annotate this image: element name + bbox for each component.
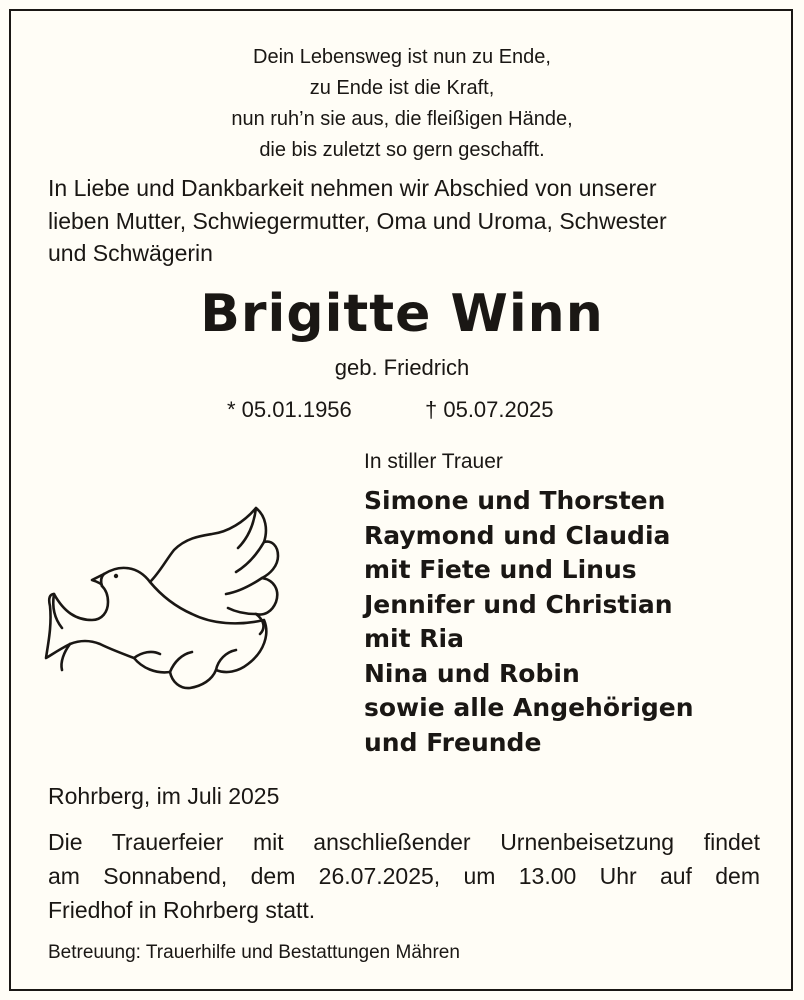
ceremony-info xyxy=(48,825,760,927)
death-date: † 05.07.2025 xyxy=(425,397,554,422)
poem-line: die bis zuletzt so gern geschafft. xyxy=(259,139,545,161)
mourner-line: sowie alle Angehörigen xyxy=(364,693,694,722)
maiden-name: geb. Friedrich xyxy=(334,355,470,380)
poem-line: Dein Lebensweg ist nun zu Ende, xyxy=(253,46,551,68)
mourner-line: mit Ria xyxy=(364,624,464,653)
birth-date: * 05.01.1956 xyxy=(227,397,352,422)
mourner-line: mit Fiete und Linus xyxy=(364,555,637,584)
ceremony-line: Friedhof in Rohrberg statt. xyxy=(48,897,316,923)
mourning-label: In stiller Trauer xyxy=(364,450,503,473)
deceased-name: Brigitte Winn xyxy=(200,284,604,344)
intro-line: lieben Mutter, Schwiegermutter, Oma und Uroma, Schwester xyxy=(48,207,667,234)
intro-line: und Schwägerin xyxy=(48,240,213,266)
place-date: Rohrberg, im Juli 2025 xyxy=(48,783,280,809)
mourner-line: Jennifer und Christian xyxy=(364,589,673,619)
poem-line: nun ruh’n sie aus, die fleißigen Hände, xyxy=(231,108,573,130)
mourner-line: Raymond und Claudia xyxy=(364,520,671,550)
mourners-list xyxy=(364,484,694,760)
funeral-home-credit: Betreuung: Trauerhilfe und Bestattungen Mähren xyxy=(48,942,460,963)
mourner-line: Nina und Robin xyxy=(364,658,580,688)
mourner-line: Simone und Thorsten xyxy=(364,486,666,515)
poem-line: zu Ende ist die Kraft, xyxy=(309,77,495,99)
ceremony-line: Die Trauerfeier mit anschließender Urnenbeisetzung findet xyxy=(48,829,760,855)
dove-icon xyxy=(42,502,292,702)
poem xyxy=(0,42,804,166)
intro-text xyxy=(48,172,760,270)
ceremony-line: am Sonnabend, dem 26.07.2025, um 13.00 Uhr auf dem xyxy=(48,863,760,889)
mourner-line: und Freunde xyxy=(364,727,542,757)
intro-line: In Liebe und Dankbarkeit nehmen wir Abschied von unserer xyxy=(48,175,657,201)
